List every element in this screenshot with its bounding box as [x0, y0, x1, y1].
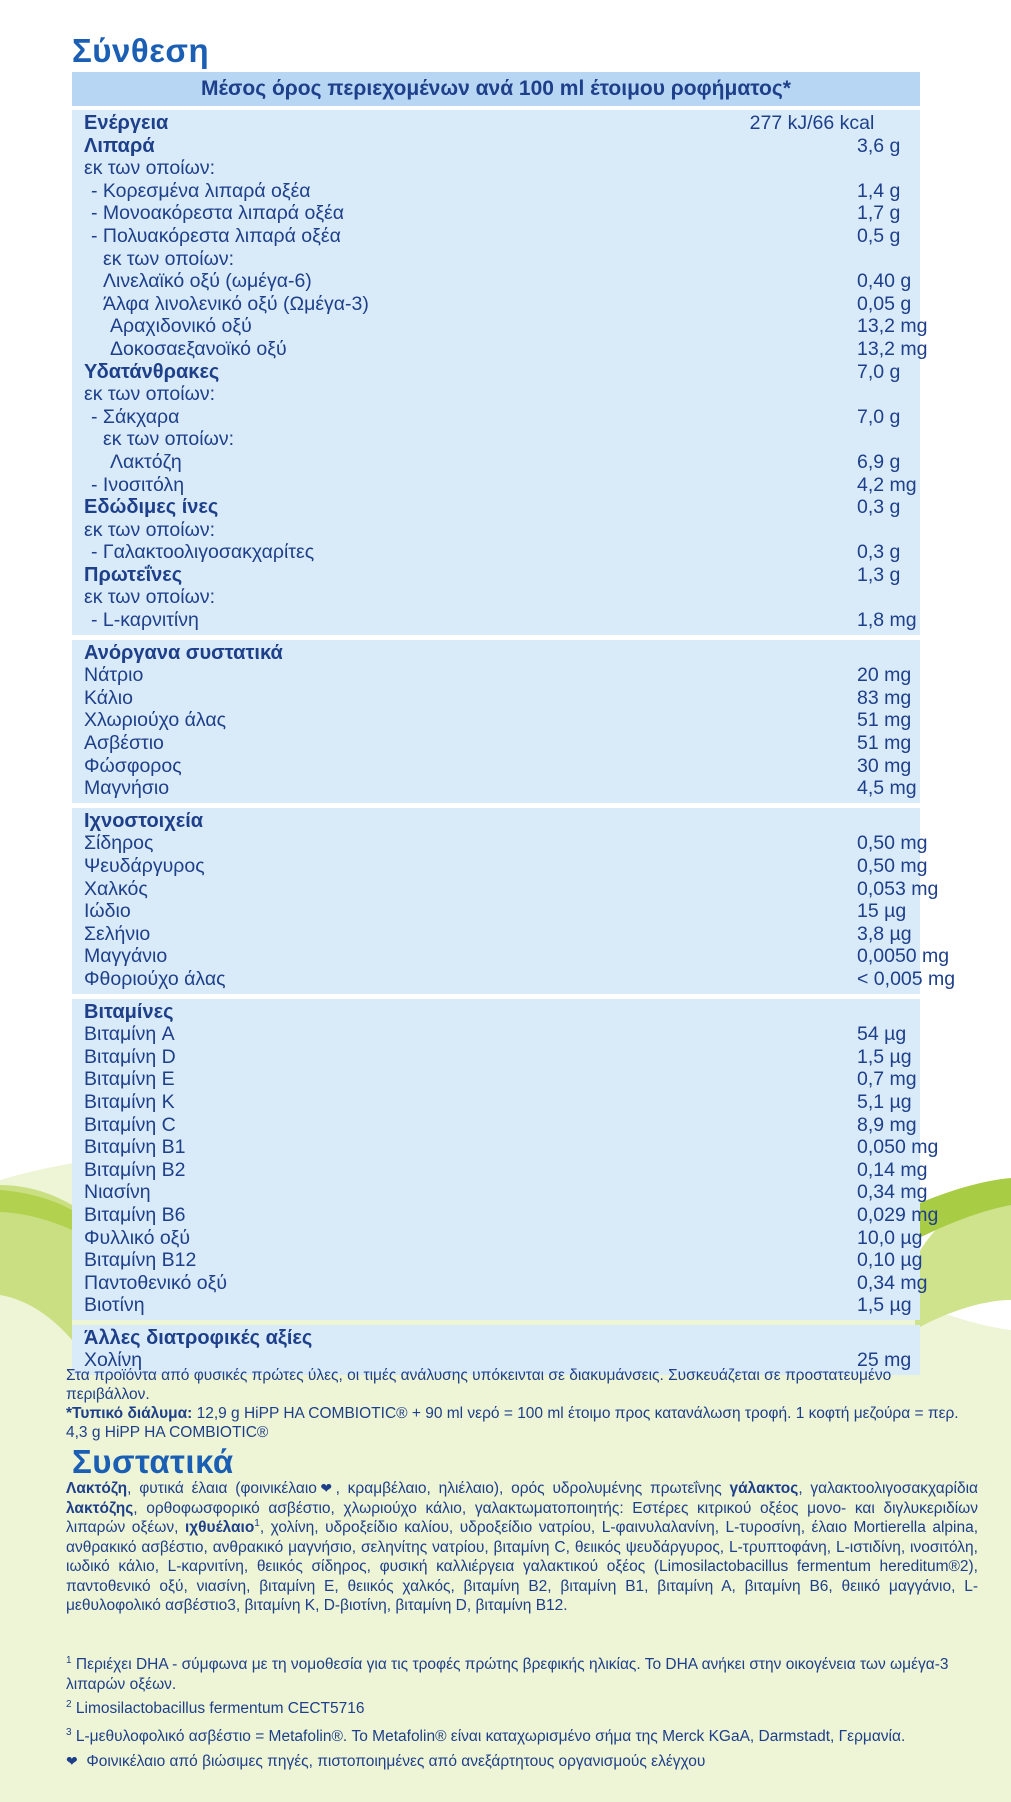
table-row	[72, 1114, 920, 1137]
footnote-text: L-μεθυλοφολικό ασβέστιο = Metafolin®. Το Metafolin® είναι καταχωρισμένο σήμα της Merck KGaA, Darmstadt, Γερμανία.	[75, 1728, 906, 1745]
table-row	[72, 1046, 920, 1069]
ing-part: , χολίνη, υδροξείδιο καλίου, υδροξείδιο νατρίου, L-φαινυλαλανίνη, L-τυροσίνη, έλαιο Mortierella alpina, ανθρακικό ασβέστιο, ανθρακικό μαγνήσιο, σεληνίτης νατρίου, βιταμίνη C, θειικός ψευδάργυρος, L-τρυπτοφάνη, L-ιστιδίνη, ινοσιτόλη, ιωδικό κάλιο, L-καρνιτίνη, θειικός σίδηρος, φυσική καλλιέργεια γαλακτικού οξέος (Limosilactobacillus fermentum hereditum®2), παντοθενικό οξύ, νιασίνη, βιταμίνη Ε, θειικός χαλκός, βιταμίνη Β2, βιταμίνη Β1, βιταμίνη Α, βιταμίνη Β6, θειικό μαγγάνιο, L-μεθυλοφολικό ασβέστιο3, βιταμίνη Κ, D-βιοτίνη, βιταμίνη D, βιταμίνη Β12.	[66, 1519, 979, 1614]
row-label: Λινελαϊκό οξύ (ωμέγα-6)	[103, 270, 312, 293]
row-value: 7,0 g	[857, 360, 901, 383]
note-line1: Στα προϊόντα από φυσικές πρώτες ύλες, οι τιμές ανάλυσης υπόκεινται σε διακυμάνσεις. Συσκευάζεται σε προστατευμένο περιβάλλον.	[66, 1367, 892, 1403]
table-row	[72, 293, 920, 316]
ing-part: , φυτικά έλαια (φοινικέλαιο	[127, 1480, 317, 1497]
table-row	[72, 1091, 920, 1114]
row-value: < 0,005 mg	[857, 967, 956, 990]
table-row	[72, 642, 920, 665]
table-row	[72, 1327, 920, 1350]
row-value: 0,0050 mg	[857, 945, 950, 968]
table-row	[72, 315, 928, 338]
row-value: 4,2 mg	[857, 473, 917, 496]
table-row	[72, 832, 928, 855]
row-value: 0,5 g	[857, 224, 901, 247]
row-label: Ενέργεια	[84, 112, 169, 134]
table-group	[72, 640, 920, 803]
note-line2-bold: *Τυπικό διάλυμα:	[66, 1405, 193, 1422]
row-value: 13,2 mg	[857, 337, 928, 360]
row-label: Φθοριούχο άλας	[84, 967, 226, 990]
note-line2	[66, 1404, 978, 1442]
table-row	[72, 900, 920, 923]
row-label: Βιταμίνη C	[84, 1113, 176, 1136]
table-row	[72, 180, 920, 203]
row-value: 1,3 g	[857, 563, 901, 586]
row-value: 0,10 µg	[857, 1249, 923, 1272]
ingredients-title: Συστατικά	[72, 1443, 234, 1480]
row-label: Βιταμίνη A	[84, 1023, 175, 1046]
row-value: 0,3 g	[857, 541, 901, 564]
table-row	[72, 225, 920, 248]
table-row	[72, 135, 920, 158]
table-group	[72, 110, 928, 635]
row-value: 54 µg	[857, 1023, 907, 1046]
table-row	[72, 157, 920, 180]
row-value: 30 mg	[857, 754, 912, 777]
row-value: 0,3 g	[857, 496, 901, 519]
footnote-mark: 1	[66, 1654, 72, 1666]
row-label: εκ των οποίων:	[84, 383, 215, 406]
footnote-mark: 2	[66, 1698, 72, 1710]
row-label: εκ των οποίων:	[103, 428, 234, 451]
row-label: Βιταμίνη E	[84, 1068, 175, 1091]
row-label: Βιταμίνη K	[84, 1090, 175, 1113]
footnote-3	[66, 1727, 978, 1747]
row-value: 15 µg	[857, 900, 907, 923]
ing-part: , ορθοφωσφορικό ασβέστιο, χλωριούχο κάλιο, γαλακτωματοποιητής: Εστέρες κιτρικού οξέος μονο- και διγλυκεριδίων λιπαρών οξέων,	[66, 1499, 978, 1536]
table-row	[72, 1249, 923, 1272]
row-label: Χαλκός	[84, 877, 148, 900]
table-row	[72, 428, 920, 451]
row-value: 4,5 mg	[857, 777, 917, 800]
table-row	[72, 406, 920, 429]
table-row	[72, 1271, 928, 1295]
table-row	[72, 1294, 920, 1317]
row-label: - Ινοσιτόλη	[91, 473, 185, 496]
row-label: Ιώδιο	[84, 900, 131, 923]
row-label: Μαγγάνιο	[84, 945, 168, 968]
row-value: 5,1 µg	[857, 1090, 912, 1113]
row-label: - Κορεσμένα λιπαρά οξέα	[91, 179, 311, 202]
table-row	[72, 877, 939, 901]
table-group	[72, 999, 939, 1320]
row-value: 0,7 mg	[857, 1068, 917, 1091]
row-label: Ψευδάργυρος	[84, 855, 205, 877]
footnote-mark: 3	[66, 1726, 72, 1738]
table-row	[72, 945, 950, 968]
table-row	[72, 810, 920, 833]
row-value: 25 mg	[857, 1349, 912, 1372]
row-value: 6,9 g	[857, 450, 901, 473]
row-label: Κάλιο	[84, 686, 133, 709]
row-value: 1,8 mg	[857, 609, 917, 632]
table-row	[72, 361, 920, 384]
row-label: εκ των οποίων:	[103, 247, 234, 270]
row-value: 51 mg	[857, 732, 912, 755]
table-row	[72, 687, 920, 710]
row-value: 3,8 µg	[857, 922, 912, 945]
table-row	[72, 1068, 920, 1091]
row-label: - Πολυακόρεστα λιπαρά οξέα	[91, 224, 341, 247]
footnote-text: Φοινικέλαιο από βιώσιμες πηγές, πιστοποιημένες από ανεξάρτητους οργανισμούς ελέγχου	[86, 1753, 706, 1770]
table-row	[72, 732, 920, 755]
row-value: 0,05 g	[857, 292, 912, 315]
table-row	[72, 967, 956, 991]
notes	[66, 1366, 978, 1442]
table-row	[72, 496, 920, 519]
nutrition-table	[72, 110, 956, 1375]
table-row	[72, 1136, 939, 1159]
row-label: Βιταμίνη B6	[84, 1203, 186, 1226]
row-value: 13,2 mg	[857, 315, 928, 338]
table-row	[72, 541, 920, 564]
table-group	[72, 808, 956, 994]
table-row	[72, 451, 920, 474]
row-label: Νάτριο	[84, 664, 144, 687]
row-label: Βιταμίνη D	[84, 1045, 176, 1068]
table-row	[72, 474, 920, 497]
row-value: 1,5 µg	[857, 1045, 912, 1068]
row-value: 0,053 mg	[857, 877, 939, 900]
table-row	[72, 1181, 928, 1204]
table-header: Μέσος όρος περιεχομένων ανά 100 ml έτοιμου ροφήματος*	[72, 72, 920, 106]
table-row	[72, 664, 920, 687]
ing-part: , κραμβέλαιο, ηλιέλαιο), ορός υδρολυμένης πρωτεΐνης	[335, 1480, 722, 1497]
row-label: Φώσφορος	[84, 754, 182, 777]
row-label: Λακτόζη	[110, 450, 182, 473]
row-value: 0,029 mg	[857, 1203, 939, 1226]
row-value: 8,9 mg	[857, 1113, 917, 1136]
row-label: Φυλλικό οξύ	[84, 1226, 191, 1249]
row-label: Παντοθενικό οξύ	[84, 1271, 228, 1294]
row-label: εκ των οποίων:	[84, 518, 215, 541]
row-label: Ανόργανα συστατικά	[84, 641, 283, 664]
row-value: 0,40 g	[857, 270, 912, 293]
row-label: - Σάκχαρα	[91, 405, 180, 428]
row-value: 0,50 mg	[857, 832, 928, 855]
composition-title: Σύνθεση	[72, 32, 210, 69]
table-row	[72, 1023, 920, 1046]
row-label: Βιοτίνη	[84, 1294, 145, 1317]
table-row	[72, 202, 920, 225]
table-row	[72, 777, 920, 800]
row-value: 0,050 mg	[857, 1136, 939, 1159]
ing-bold-lactose2: λακτόζης	[66, 1499, 134, 1517]
table-row	[72, 1226, 923, 1250]
row-label: - L-καρνιτίνη	[91, 609, 199, 632]
row-label: Αραχιδονικό οξύ	[110, 315, 252, 338]
heart-icon: ❤	[66, 1753, 78, 1769]
heart-icon: ❤	[316, 1480, 336, 1496]
row-label: Ασβέστιο	[84, 732, 164, 755]
table-row	[72, 855, 928, 878]
table-row	[72, 337, 928, 361]
table-row	[72, 248, 920, 271]
footnote-4	[66, 1752, 978, 1772]
row-label: Λιπαρά	[84, 134, 155, 157]
row-value: 0,14 mg	[857, 1158, 928, 1181]
row-label: - Γαλακτοολιγοσακχαρίτες	[91, 541, 315, 564]
row-label: Ιχνοστοιχεία	[84, 809, 204, 832]
row-label: εκ των οποίων:	[84, 157, 215, 180]
row-label: Σίδηρος	[84, 832, 154, 855]
table-row	[72, 1001, 920, 1024]
row-label: Χολίνη	[84, 1349, 143, 1372]
table-row	[72, 923, 920, 946]
table-row	[72, 270, 920, 293]
row-value: 7,0 g	[857, 405, 901, 428]
row-label: Βιταμίνες	[84, 1000, 174, 1023]
row-value: 277 kJ/66 kcal	[749, 112, 875, 134]
row-label: Βιταμίνη B1	[84, 1136, 186, 1159]
ing-sup-1: 1	[254, 1517, 260, 1529]
table-row	[72, 564, 920, 587]
table-row	[72, 709, 920, 732]
ing-part: , γαλακτοολιγοσακχαρίδια	[798, 1480, 979, 1497]
row-value: 10,0 µg	[857, 1226, 923, 1249]
table-row	[72, 1158, 928, 1182]
row-value: 0,34 mg	[857, 1181, 928, 1204]
row-label: Νιασίνη	[84, 1181, 151, 1204]
row-value: 83 mg	[857, 686, 912, 709]
ingredients-text	[66, 1479, 978, 1616]
ing-bold-lactose: Λακτόζη	[66, 1480, 128, 1497]
row-value: 20 mg	[857, 664, 912, 687]
row-label: Υδατάνθρακες	[84, 360, 220, 383]
footnote-2	[66, 1699, 978, 1719]
row-label: Βιταμίνη B12	[84, 1249, 197, 1272]
note-line2-text: 12,9 g HiPP HA COMBIOTIC® + 90 ml νερό = 100 ml έτοιμο προς κατανάλωση τροφή. 1 κοφτή μεζούρα = περ. 4,3 g HiPP HA COMBIOTIC®	[66, 1405, 959, 1441]
row-label: Μαγνήσιο	[84, 777, 170, 800]
row-label: Πρωτεΐνες	[84, 563, 183, 586]
row-label: Εδώδιμες ίνες	[84, 496, 219, 519]
row-label: Δοκοσαεξανοϊκό οξύ	[110, 337, 287, 360]
row-label: Σελήνιο	[84, 922, 151, 945]
row-value: 1,4 g	[857, 179, 901, 202]
ing-bold-fishoil: ιχθυέλαιο	[184, 1519, 255, 1536]
table-row	[72, 1203, 939, 1227]
footnote-text: Περιέχει DHA - σύμφωνα με τη νομοθεσία για τις τροφές πρώτης βρεφικής ηλικίας. Το DHA ανήκει στην οικογένεια των ωμέγα-3 λιπαρών οξέων.	[66, 1656, 949, 1693]
footnote-text: Limosilactobacillus fermentum CECT5716	[75, 1700, 365, 1717]
row-label: Άλλες διατροφικές αξίες	[84, 1326, 313, 1349]
table-row	[72, 755, 920, 778]
row-label: - Μονοακόρεστα λιπαρά οξέα	[91, 202, 345, 225]
row-value: 51 mg	[857, 709, 912, 732]
row-label: εκ των οποίων:	[84, 586, 215, 609]
row-value: 0,50 mg	[857, 855, 928, 877]
row-label: Άλφα λινολενικό οξύ (Ωμέγα-3)	[103, 292, 369, 315]
row-value: 0,34 mg	[857, 1271, 928, 1294]
table-row	[72, 112, 920, 135]
row-label: Χλωριούχο άλας	[84, 709, 226, 732]
row-value: 3,6 g	[857, 134, 901, 157]
footnote-1	[66, 1655, 978, 1694]
table-row	[72, 383, 920, 406]
row-label: Βιταμίνη B2	[84, 1158, 186, 1181]
row-value: 1,5 µg	[857, 1294, 912, 1317]
table-row	[72, 519, 920, 542]
row-value: 1,7 g	[857, 202, 901, 225]
table-row	[72, 586, 920, 609]
table-row	[72, 609, 920, 632]
ing-bold-milk: γάλακτος	[729, 1480, 799, 1497]
